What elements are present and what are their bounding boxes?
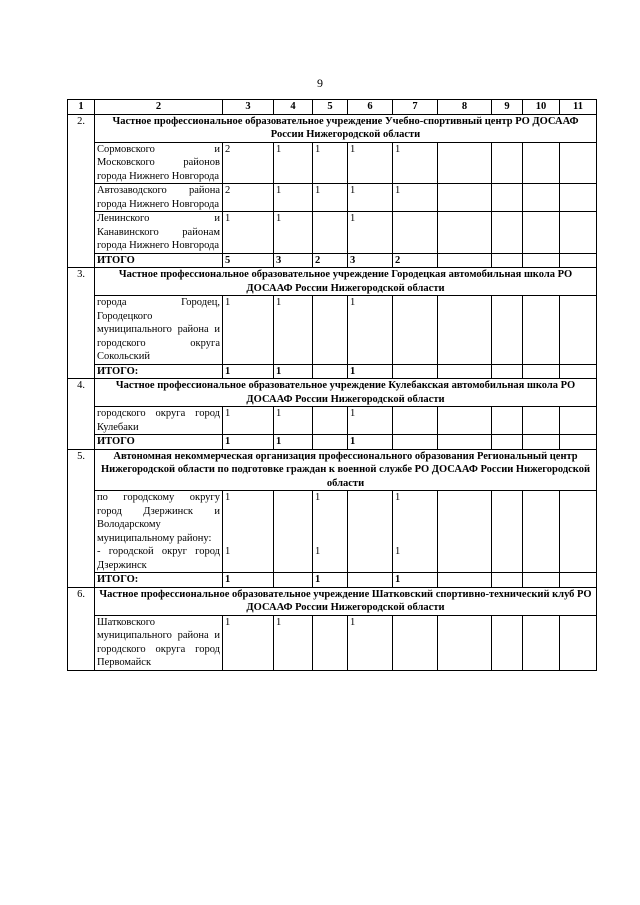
cell-value: 1 <box>395 143 401 155</box>
value-cell <box>274 491 313 573</box>
value-cell <box>274 184 313 212</box>
value-cell <box>274 407 313 435</box>
total-row <box>68 364 597 379</box>
total-value-cell <box>523 573 560 588</box>
spacer <box>350 505 390 519</box>
row-label: Автозаводского района города Нижнего Новгорода <box>95 184 223 212</box>
table-row <box>68 184 597 212</box>
cell-value: 1 <box>225 492 231 503</box>
total-value-cell: 1 <box>348 364 393 379</box>
spacer <box>395 505 435 519</box>
cell-value: 1 <box>276 297 282 308</box>
value-cell <box>393 142 438 184</box>
spacer <box>315 505 345 519</box>
value-cell <box>523 296 560 365</box>
total-value-cell <box>438 364 492 379</box>
total-value-cell: 1 <box>274 435 313 450</box>
value-cell <box>223 615 274 670</box>
total-label: ИТОГО: <box>95 573 223 588</box>
value-cell <box>492 296 523 365</box>
section-title: Автономная некоммерческая организация профессионального образования Региональный центр Нижегородской области по подготовке граждан к военной службе РО ДОСААФ России Нижегородской области <box>95 449 597 491</box>
value-cell <box>438 212 492 254</box>
value-cell <box>523 491 560 573</box>
value-cell <box>223 296 274 365</box>
cell-value: 2 <box>225 143 231 155</box>
spacer <box>276 491 310 505</box>
total-value-cell: 2 <box>313 253 348 268</box>
row-label: Ленинского и Канавинского районам города Нижнего Новгорода <box>95 212 223 254</box>
total-value-cell <box>560 364 597 379</box>
cell-value: 1 <box>276 185 282 196</box>
spacer <box>225 505 271 519</box>
row-label: городского округа город Кулебаки <box>95 407 223 435</box>
total-value-cell: 1 <box>223 364 274 379</box>
column-header: 4 <box>274 100 313 115</box>
column-header: 6 <box>348 100 393 115</box>
value-cell <box>393 615 438 670</box>
section-title: Частное профессиональное образовательное учреждение Городецкая автомобильная школа РО ДОСААФ России Нижегородской области <box>95 268 597 296</box>
value-cell <box>560 615 597 670</box>
cell-value: 1 <box>395 492 401 503</box>
value-cell <box>348 407 393 435</box>
value-cell <box>348 615 393 670</box>
table-row <box>68 212 597 254</box>
section-number: 6. <box>68 587 95 670</box>
value-cell <box>523 212 560 254</box>
value-cell <box>274 212 313 254</box>
cell-value: 1 <box>315 143 321 155</box>
section-title-row <box>68 379 597 407</box>
section-number: 3. <box>68 268 95 379</box>
total-value-cell: 3 <box>348 253 393 268</box>
total-label: ИТОГО <box>95 435 223 450</box>
value-cell <box>274 615 313 670</box>
section-title-row <box>68 587 597 615</box>
cell-value: 1 <box>225 213 231 224</box>
value-cell <box>313 142 348 184</box>
value-cell <box>223 212 274 254</box>
total-label: ИТОГО: <box>95 364 223 379</box>
cell-value: 1 <box>350 408 356 419</box>
spacer <box>276 505 310 519</box>
total-value-cell: 2 <box>393 253 438 268</box>
cell-subvalue: 1 <box>315 546 321 557</box>
value-cell <box>393 407 438 435</box>
table-row <box>68 296 597 365</box>
total-value-cell <box>523 364 560 379</box>
value-cell <box>492 212 523 254</box>
total-row <box>68 253 597 268</box>
total-value-cell <box>438 573 492 588</box>
value-cell <box>560 212 597 254</box>
column-header: 2 <box>95 100 223 115</box>
row-label: Сормовского и Московского районов города Нижнего Новгорода <box>95 142 223 184</box>
section-number: 5. <box>68 449 95 587</box>
cell-value: 1 <box>315 492 321 503</box>
value-cell <box>393 296 438 365</box>
cell-value: 1 <box>225 616 231 628</box>
value-cell <box>348 296 393 365</box>
total-value-cell <box>492 364 523 379</box>
value-cell <box>223 407 274 435</box>
total-value-cell <box>348 573 393 588</box>
table-row <box>68 491 597 573</box>
spacer <box>225 532 271 546</box>
value-cell <box>438 615 492 670</box>
total-value-cell <box>523 253 560 268</box>
total-value-cell: 1 <box>223 435 274 450</box>
cell-value: 1 <box>276 616 282 628</box>
cell-value: 1 <box>350 297 356 308</box>
spacer <box>395 518 435 532</box>
section-title-row <box>68 449 597 491</box>
cell-value: 1 <box>315 185 321 196</box>
column-header: 9 <box>492 100 523 115</box>
value-cell <box>223 491 274 573</box>
total-value-cell <box>438 253 492 268</box>
cell-subvalue: 1 <box>225 546 231 557</box>
organizations-table <box>67 99 597 671</box>
spacer <box>350 491 390 505</box>
total-value-cell <box>393 435 438 450</box>
total-value-cell <box>492 573 523 588</box>
table-row <box>68 142 597 184</box>
column-header: 10 <box>523 100 560 115</box>
cell-value: 1 <box>276 143 282 155</box>
spacer <box>350 518 390 532</box>
spacer <box>315 532 345 546</box>
cell-value: 2 <box>225 185 231 196</box>
section-title: Частное профессиональное образовательное учреждение Кулебакская автомобильная школа РО ДОСААФ России Нижегородской области <box>95 379 597 407</box>
value-cell <box>438 142 492 184</box>
cell-subvalue: 1 <box>395 546 401 557</box>
section-number: 2. <box>68 114 95 268</box>
spacer <box>276 518 310 532</box>
page-number: 9 <box>317 76 323 90</box>
total-value-cell <box>393 364 438 379</box>
column-header: 1 <box>68 100 95 115</box>
cell-value: 1 <box>350 213 356 224</box>
total-label: ИТОГО <box>95 253 223 268</box>
row-label: города Городец, Городецкого муниципального района и городского округа Сокольский <box>95 296 223 365</box>
value-cell <box>438 296 492 365</box>
total-value-cell <box>560 253 597 268</box>
value-cell <box>492 615 523 670</box>
value-cell <box>274 142 313 184</box>
value-cell <box>313 184 348 212</box>
value-cell <box>492 184 523 212</box>
section-title-row <box>68 268 597 296</box>
value-cell <box>393 184 438 212</box>
cell-value: 1 <box>225 408 231 419</box>
section-title: Частное профессиональное образовательное учреждение Учебно-спортивный центр РО ДОСААФ России Нижегородской области <box>95 114 597 142</box>
total-value-cell <box>492 253 523 268</box>
spacer <box>225 518 271 532</box>
value-cell <box>313 615 348 670</box>
column-header: 7 <box>393 100 438 115</box>
value-cell <box>348 142 393 184</box>
value-cell <box>523 407 560 435</box>
total-value-cell: 1 <box>274 364 313 379</box>
value-cell <box>348 212 393 254</box>
total-value-cell <box>274 573 313 588</box>
value-cell <box>313 491 348 573</box>
cell-value: 1 <box>276 213 282 224</box>
value-cell <box>313 296 348 365</box>
value-cell <box>492 142 523 184</box>
table-body <box>68 100 597 671</box>
total-value-cell: 1 <box>348 435 393 450</box>
cell-value: 1 <box>350 616 356 628</box>
value-cell <box>523 184 560 212</box>
table-row <box>68 407 597 435</box>
total-value-cell: 5 <box>223 253 274 268</box>
value-cell <box>560 184 597 212</box>
value-cell <box>560 491 597 573</box>
total-value-cell <box>560 435 597 450</box>
total-value-cell <box>492 435 523 450</box>
value-cell <box>438 407 492 435</box>
value-cell <box>438 184 492 212</box>
header-row <box>68 100 597 115</box>
cell-value: 1 <box>350 185 356 196</box>
column-header: 5 <box>313 100 348 115</box>
total-value-cell: 3 <box>274 253 313 268</box>
row-label-text: по городскому округу город Дзержинск и Володарскому муниципальному району: <box>97 492 220 544</box>
total-row <box>68 435 597 450</box>
section-title-row <box>68 114 597 142</box>
spacer <box>395 532 435 546</box>
spacer <box>315 518 345 532</box>
value-cell <box>274 296 313 365</box>
value-cell <box>523 615 560 670</box>
value-cell <box>348 491 393 573</box>
total-value-cell <box>438 435 492 450</box>
value-cell <box>560 407 597 435</box>
row-label: Шатковского муниципального района и городского округа город Первомайск <box>95 615 223 670</box>
row-label <box>95 491 223 573</box>
value-cell <box>348 184 393 212</box>
section-title: Частное профессиональное образовательное учреждение Шатковский спортивно-технический клуб РО ДОСААФ России Нижегородской области <box>95 587 597 615</box>
value-cell <box>560 296 597 365</box>
section-number: 4. <box>68 379 95 450</box>
value-cell <box>523 142 560 184</box>
value-cell <box>313 407 348 435</box>
value-cell <box>560 142 597 184</box>
value-cell <box>492 407 523 435</box>
total-value-cell <box>560 573 597 588</box>
value-cell <box>438 491 492 573</box>
total-value-cell <box>313 364 348 379</box>
cell-value: 1 <box>395 185 401 196</box>
value-cell <box>223 142 274 184</box>
column-header: 3 <box>223 100 274 115</box>
value-cell <box>393 212 438 254</box>
total-value-cell: 1 <box>393 573 438 588</box>
cell-value: 1 <box>276 408 282 419</box>
column-header: 8 <box>438 100 492 115</box>
cell-value: 1 <box>350 143 356 155</box>
total-value-cell <box>523 435 560 450</box>
total-value-cell <box>313 435 348 450</box>
column-header: 11 <box>560 100 597 115</box>
value-cell <box>393 491 438 573</box>
cell-value: 1 <box>225 297 231 308</box>
total-value-cell: 1 <box>223 573 274 588</box>
row-sublabel-text: - городской округ город Дзержинск <box>97 546 220 571</box>
table-row <box>68 615 597 670</box>
total-value-cell: 1 <box>313 573 348 588</box>
total-row <box>68 573 597 588</box>
value-cell <box>223 184 274 212</box>
value-cell <box>313 212 348 254</box>
value-cell <box>492 491 523 573</box>
